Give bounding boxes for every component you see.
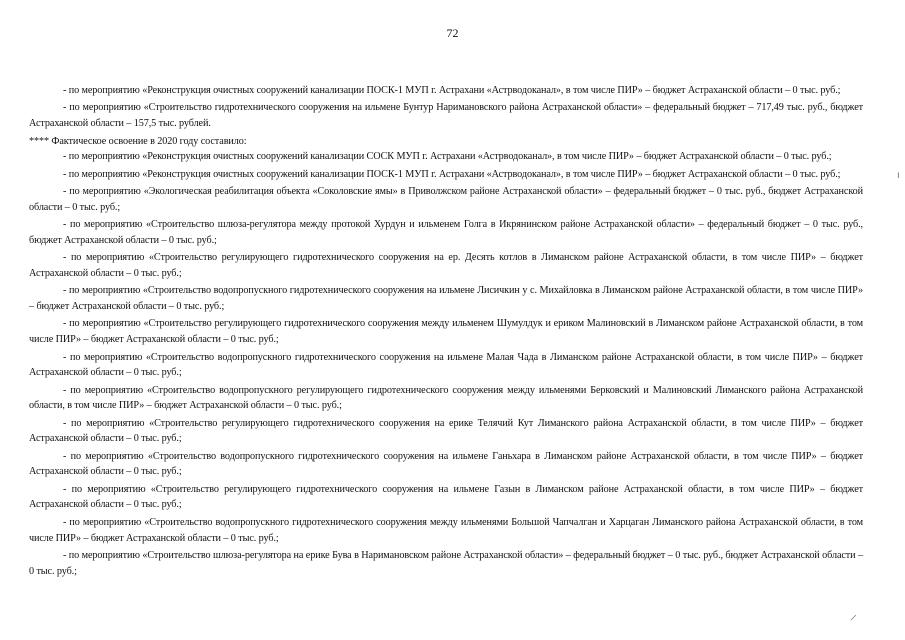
paragraph-desyat-kotlov: - по мероприятию «Строительство регулирующего гидротехнического сооружения на ер. Десять котлов в Лиманском районе Астраханской области, в том числе ПИР» – бюджет Астраханской области – 0 тыс. руб.; (29, 252, 863, 279)
paragraph-hurdun-golga: - по мероприятию «Строительство шлюза-регулятора между протокой Хурдун и ильменем Голга в Икрянинском районе Астраханской области» – федеральный бюджет – 0 тыс. руб., бюджет Астраханской области – 0 тыс. руб.; (29, 219, 863, 246)
paragraph-shumulduk: - по мероприятию «Строительство регулирующего гидротехнического сооружения между ильменем Шумулдук и ериком Малиновский в Лиманском районе Астраханской области, в том числе ПИР» – бюджет Астраханской области – 0 тыс. руб.; (29, 318, 863, 346)
paragraph-lisichkin: - по мероприятию «Строительство водопропускного гидротехнического сооружения на ильмене Лисичкин у с. Михайловка в Лиманском районе Астраханской области, в том числе ПИР» – бюджет Астраханской области – 0 тыс. руб.; (29, 285, 863, 312)
paragraph-sokolovskie-yamy: - по мероприятию «Экологическая реабилитация объекта «Соколовские ямы» в Приволжском районе Астраханской области» – федеральный бюджет – 0 тыс. руб., бюджет Астраханской области – 0 тыс. руб.; (29, 186, 863, 213)
paragraph-gazyn: - по мероприятию «Строительство регулирующего гидротехнического сооружения на ильмене Газын в Лиманском районе Астраханской области, в том числе ПИР» – бюджет Астраханской области – 0 тыс. руб.; (29, 483, 863, 511)
paragraph-buva: - по мероприятию «Строительство шлюза-регулятора на ерике Бува в Наримановском районе Астраханской области» – федеральный бюджет – 0 тыс. руб., бюджет Астраханской области – 0 тыс. руб.; (29, 549, 863, 577)
paragraph-telyachiy-kut: - по мероприятию «Строительство регулирующего гидротехнического сооружения на ерике Телячий Кут Лиманского района Астраханской области, в том числе ПИР» – бюджет Астраханской области – 0 тыс. руб.; (29, 417, 863, 445)
paragraph-sosk-reconstruction: - по мероприятию «Реконструкция очистных сооружений канализации СОСК МУП г. Астрахани «Астрводоканал», в том числе ПИР» – бюджет Астраханской области – 0 тыс. руб.; (63, 151, 832, 163)
paragraph-malaya-chada: - по мероприятию «Строительство водопропускного гидротехнического сооружения на ильмене Малая Чада в Лиманском районе Астраханской области, в том числе ПИР» – бюджет Астраханской области – 0 тыс. руб.; (29, 351, 863, 379)
page-number: 72 (446, 26, 459, 40)
paragraph-posk1-reconstruction: - по мероприятию «Реконструкция очистных сооружений канализации ПОСК-1 МУП г. Астрахани «Астрводоканал», в том числе ПИР» – бюджет Астраханской области – 0 тыс. руб.; (63, 168, 841, 180)
document-body (29, 83, 863, 581)
scan-artifact-mark: ı (897, 170, 900, 181)
paragraph-posk1-reconstruction-2019: - по мероприятию «Реконструкция очистных сооружений канализации ПОСК-1 МУП г. Астрахани «Астрводоканал», в том числе ПИР» – бюджет Астраханской области – 0 тыс. руб.; (63, 85, 841, 96)
section-heading-2020: **** Фактическое освоение в 2020 году составило: (29, 135, 247, 147)
paragraph-buntur: - по мероприятию «Строительство гидротехнического сооружения на ильмене Бунтур Наримановского района Астраханской области» – федеральный бюджет – 717,49 тыс. руб., бюджет Астраханской области – 157,5 тыс. рублей. (29, 102, 863, 130)
paragraph-berkovsky-malinovsky: - по мероприятию «Строительство водопропускного регулирующего гидротехнического сооружения между ильменями Берковский и Малиновский Лиманского района Астраханской области, в том числе ПИР» – бюджет Астраханской области – 0 тыс. руб.; (29, 384, 863, 412)
paragraph-ganhara: - по мероприятию «Строительство водопропускного гидротехнического сооружения на ильмене Ганьхара в Лиманском районе Астраханской области, в том числе ПИР» – бюджет Астраханской области – 0 тыс. руб.; (29, 450, 863, 478)
paragraph-chapchalgan-hartsagan: - по мероприятию «Строительство водопропускного гидротехнического сооружения между ильменями Большой Чапчалган и Харцаган Лиманского района Астраханской области, в том числе ПИР» – бюджет Астраханской области – 0 тыс. руб.; (29, 516, 863, 544)
scan-artifact-mark: ⸝ (850, 607, 857, 623)
